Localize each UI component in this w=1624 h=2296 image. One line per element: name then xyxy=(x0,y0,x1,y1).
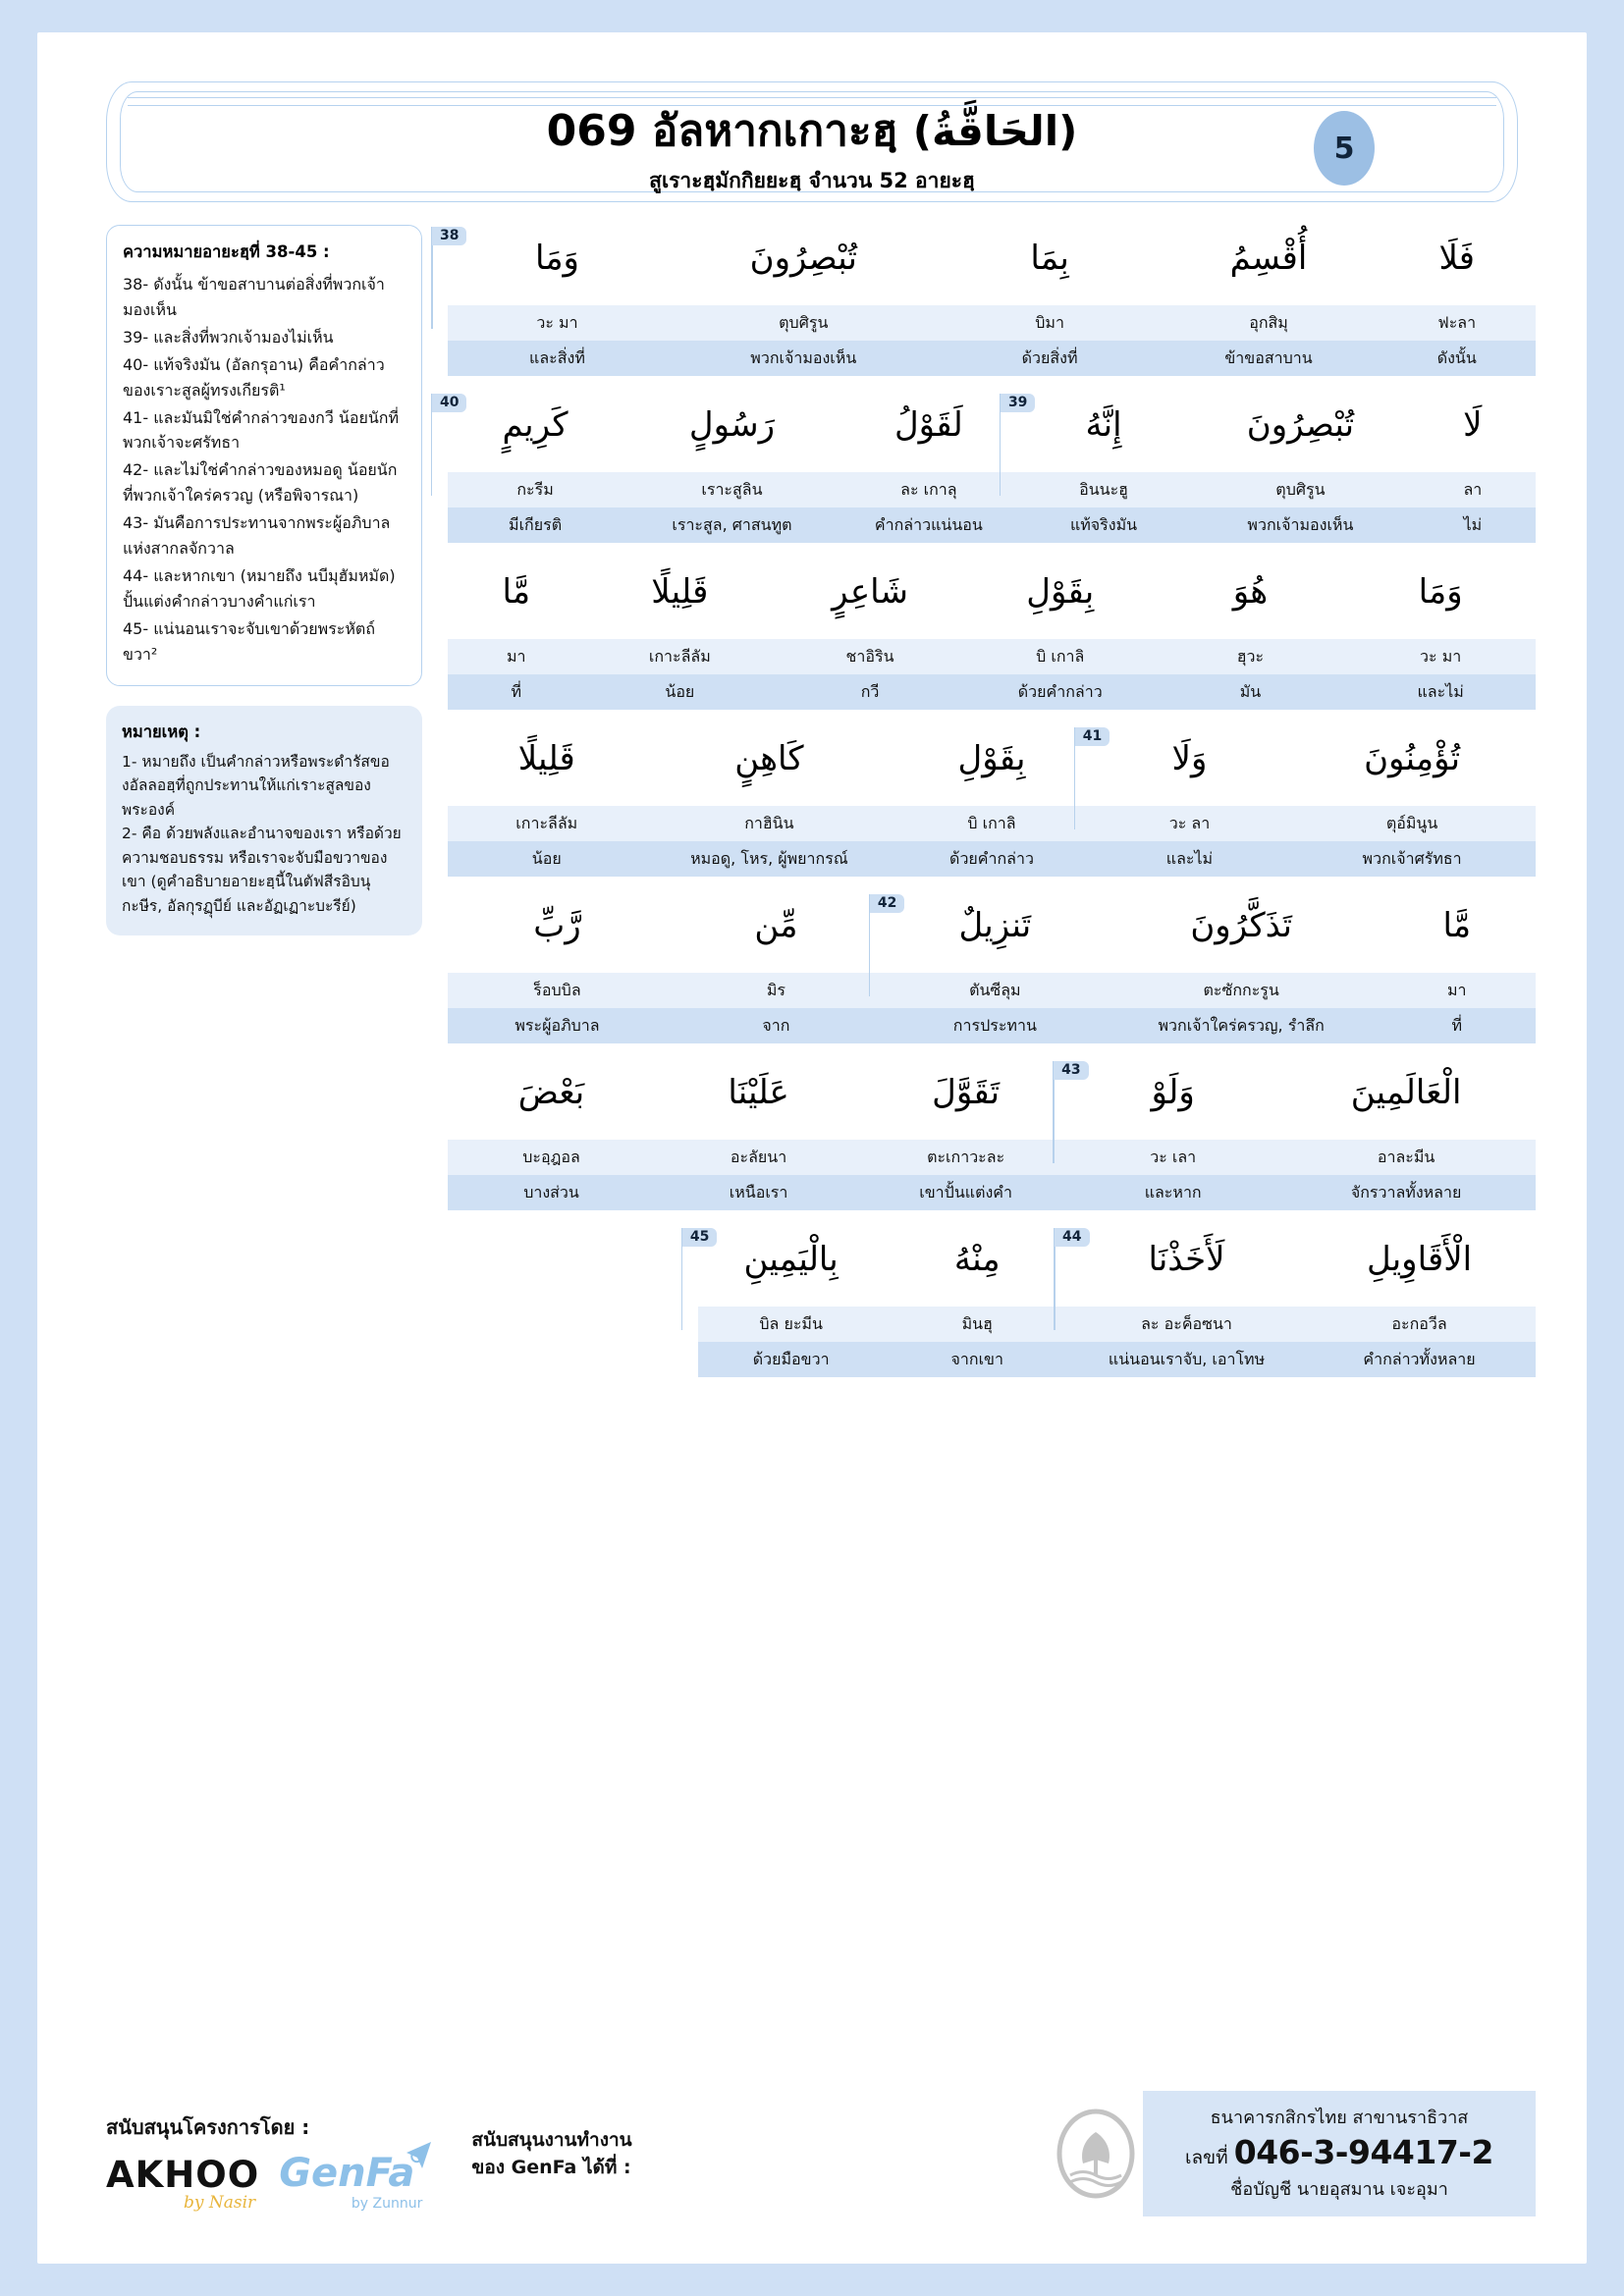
footer xyxy=(106,2091,1536,2216)
transliteration: บิมา xyxy=(1035,312,1064,332)
genfa-logo xyxy=(279,2151,428,2212)
transliteration: มินฮุ xyxy=(961,1313,993,1333)
arabic-word: شَاعِرٍ xyxy=(832,572,908,612)
word-meaning: มีเกียรติ xyxy=(509,514,563,534)
transliteration-line xyxy=(448,973,1536,1008)
word-meaning: เขาปั้นแต่งคำ xyxy=(919,1182,1012,1201)
word-cell xyxy=(440,225,667,285)
word-cell xyxy=(448,559,584,618)
word-meaning-line xyxy=(448,1008,1536,1043)
transliteration: ตุบศิรูน xyxy=(779,312,829,332)
word-meaning: พวกเจ้ามองเห็น xyxy=(750,347,857,367)
word-cell xyxy=(965,559,1156,618)
footer-bank-block xyxy=(1055,2091,1536,2216)
transliteration: กาฮินิน xyxy=(744,813,794,832)
word-meaning: น้อย xyxy=(531,848,562,868)
word-meaning: มัน xyxy=(1239,681,1262,701)
transliteration-line xyxy=(448,305,1536,341)
transliteration: ละ อะค็อซนา xyxy=(1141,1313,1232,1333)
arabic-word: الْعَالَمِينَ xyxy=(1350,1073,1462,1112)
word-cell xyxy=(1345,559,1536,618)
word-meaning: พระผู้อภิบาล xyxy=(514,1015,600,1035)
word-meaning: หมอดู, โหร, ผู้พยากรณ์ xyxy=(690,848,848,868)
arabic-line xyxy=(448,559,1536,639)
notes-box xyxy=(106,706,422,935)
word-cell xyxy=(1288,725,1536,785)
ayah-number: 42 xyxy=(870,894,904,913)
body-grid xyxy=(106,225,1536,1379)
word-cell xyxy=(941,225,1160,285)
arabic-line xyxy=(448,892,1536,973)
verse-row xyxy=(448,892,1536,1043)
word-meaning: น้อย xyxy=(665,681,695,701)
transliteration: ลา xyxy=(1463,479,1483,499)
row-spacer xyxy=(448,1045,1536,1059)
word-meaning: จาก xyxy=(762,1015,790,1035)
word-cell xyxy=(1160,225,1379,285)
word-cell xyxy=(448,1059,655,1119)
transliteration: ตุบศิรูน xyxy=(1275,479,1326,499)
arabic-word: كَاهِنٍ xyxy=(734,739,804,778)
meaning-item: 39- และสิ่งที่พวกเจ้ามองไม่เห็น xyxy=(123,327,334,347)
row-spacer xyxy=(448,378,1536,392)
word-cell xyxy=(877,892,1105,952)
word-meaning-line xyxy=(698,1342,1536,1377)
word-meaning: พวกเจ้าใคร่ครวญ, รำลึก xyxy=(1158,1015,1325,1035)
word-cell xyxy=(893,725,1090,785)
meaning-item: 38- ดังนั้น ข้าขอสาบานต่อสิ่งที่พวกเจ้ามองเห็น xyxy=(123,275,385,319)
ayah-number: 43 xyxy=(1054,1061,1088,1080)
transliteration: เราะสูลิน xyxy=(701,479,763,499)
word-cell xyxy=(1082,725,1288,785)
word-meaning: จักรวาลทั้งหลาย xyxy=(1350,1182,1462,1201)
page-number-badge: 5 xyxy=(1314,111,1375,186)
arabic-word: تَقَوَّلَ xyxy=(932,1073,1001,1112)
word-meaning: การประทาน xyxy=(952,1015,1037,1035)
transliteration: มา xyxy=(1446,980,1467,999)
meaning-item: 45- แน่นอนเราจะจับเขาด้วยพระหัตถ์ขวา² xyxy=(123,618,375,664)
arabic-word: وَلَا xyxy=(1171,739,1208,778)
arabic-word: رَسُولٍ xyxy=(688,405,776,445)
transliteration-line xyxy=(448,639,1536,674)
word-cell xyxy=(655,1059,862,1119)
meaning-item: 43- มันคือการประทานจากพระผู้อภิบาลแห่งสากลจักวาล xyxy=(123,513,391,559)
arabic-word: لَا xyxy=(1463,405,1483,445)
arabic-word: تُبْصِرُونَ xyxy=(749,239,857,278)
arabic-word: كَرِيمٍ xyxy=(502,405,568,445)
transliteration-line xyxy=(698,1307,1536,1342)
arabic-line xyxy=(440,225,1536,305)
transliteration: ฮุวะ xyxy=(1236,646,1265,666)
word-cell xyxy=(1410,392,1536,452)
transliteration: ฟะลา xyxy=(1437,312,1477,332)
footer-sponsors xyxy=(106,2111,428,2213)
verse-table xyxy=(439,225,1536,1379)
word-cell xyxy=(884,1226,1070,1286)
word-meaning: ด้วยมือขวา xyxy=(752,1349,830,1368)
meaning-box xyxy=(106,225,422,686)
arabic-word: إِنَّهُ xyxy=(1085,405,1122,445)
transliteration: ตะซักกะรูน xyxy=(1203,980,1279,999)
bank-logo-icon xyxy=(1055,2109,1137,2199)
verse-row xyxy=(448,559,1536,710)
footer-donate-line1: สนับสนุนงานทำงาน xyxy=(471,2128,632,2151)
transliteration: บิ เกาลิ xyxy=(1036,646,1085,666)
word-meaning: ด้วยสิ่งที่ xyxy=(1021,347,1078,367)
bank-account-label: เลขที่ xyxy=(1185,2147,1228,2168)
word-cell xyxy=(689,1226,885,1286)
arabic-word: مَّا xyxy=(502,572,531,612)
footer-donate-label xyxy=(471,2126,631,2182)
transliteration: บะอฺฎอล xyxy=(522,1147,580,1166)
arabic-word: عَلَيْنَا xyxy=(728,1073,789,1112)
word-cell xyxy=(1156,559,1346,618)
arabic-word: رَّبِّ xyxy=(533,906,581,945)
word-meaning: และไม่ xyxy=(1417,681,1464,701)
akhoo-wordmark: AKHOO xyxy=(106,2154,260,2196)
arabic-word: وَلَوْ xyxy=(1151,1073,1195,1112)
word-meaning: กวี xyxy=(860,681,880,701)
word-meaning: ด้วยคำกล่าว xyxy=(1017,681,1103,701)
word-cell xyxy=(1276,1059,1536,1119)
ayah-number: 44 xyxy=(1055,1228,1089,1247)
row-spacer xyxy=(448,1212,1536,1226)
word-meaning-line xyxy=(448,507,1536,543)
verse-row xyxy=(440,225,1536,376)
word-meaning: บางส่วน xyxy=(523,1182,579,1201)
transliteration: วะ เลา xyxy=(1150,1147,1197,1166)
header-rule-top xyxy=(128,97,1496,98)
transliteration-line xyxy=(448,472,1536,507)
meaning-item: 44- และหากเขา (หมายถึง นบีมุฮัมหมัด) ปั้นแต่งคำกล่าวบางคำแก่เรา xyxy=(123,565,396,611)
page-sheet xyxy=(37,32,1587,2264)
arabic-word: لَأَخَذْنَا xyxy=(1148,1240,1225,1279)
footer-donate-line2: ของ GenFa ได้ที่ : xyxy=(471,2157,631,2178)
word-meaning-line xyxy=(448,341,1536,376)
header-banner xyxy=(106,80,1518,202)
transliteration-line xyxy=(448,1140,1536,1175)
transliteration: ชาอิริน xyxy=(845,646,894,666)
word-meaning: คำกล่าวทั้งหลาย xyxy=(1363,1349,1476,1368)
arabic-word: قَلِيلًا xyxy=(651,572,709,612)
word-cell xyxy=(623,392,841,452)
arabic-word: هُوَ xyxy=(1232,572,1269,612)
arabic-word: لَقَوْلُ xyxy=(893,405,963,445)
transliteration: ละ เกาลุ xyxy=(900,479,957,499)
arabic-word: مِنْهُ xyxy=(953,1240,1001,1279)
arabic-line xyxy=(448,1059,1536,1140)
meaning-box-title: ความหมายอายะฮฺที่ 38-45 : xyxy=(123,242,330,261)
genfa-byline: by Zunnur xyxy=(351,2196,423,2212)
arabic-word: أُقْسِمُ xyxy=(1229,239,1308,278)
word-meaning: ดังนั้น xyxy=(1436,347,1477,367)
bank-details xyxy=(1143,2091,1536,2216)
word-meaning: เหนือเรา xyxy=(729,1182,788,1201)
row-spacer xyxy=(448,712,1536,725)
meaning-item: 41- และมันมิใช่คำกล่าวของกวี น้อยนักที่พวกเจ้าจะศรัทธา xyxy=(123,407,399,453)
transliteration: มิร xyxy=(766,980,785,999)
meaning-item: 40- แท้จริงมัน (อัลกรุอาน) คือคำกล่าวของเราะสูลผู้ทรงเกียรติ¹ xyxy=(123,354,385,400)
header-content xyxy=(106,107,1518,197)
transliteration: วะ มา xyxy=(536,312,578,332)
word-meaning: และไม่ xyxy=(1165,848,1214,868)
word-meaning: ที่ xyxy=(511,681,522,701)
transliteration: อุกสิมุ xyxy=(1249,312,1288,332)
ayah-number: 38 xyxy=(432,227,466,245)
genfa-wordmark: GenFa xyxy=(279,2151,415,2196)
row-spacer xyxy=(448,545,1536,559)
verse-row xyxy=(448,725,1536,877)
transliteration: บิ เกาลิ xyxy=(967,813,1016,832)
word-meaning: ด้วยคำกล่าว xyxy=(949,848,1034,868)
ayah-number: 45 xyxy=(682,1228,717,1247)
word-meaning: พวกเจ้ามองเห็น xyxy=(1247,514,1354,534)
transliteration: ร็อบบิล xyxy=(533,980,581,999)
arabic-word: بِمَا xyxy=(1030,239,1069,278)
word-meaning: แน่นอนเราจับ, เอาโทษ xyxy=(1108,1349,1266,1368)
word-meaning-line xyxy=(448,674,1536,710)
transliteration: เกาะลีลัม xyxy=(515,813,578,832)
word-cell xyxy=(862,1059,1069,1119)
word-meaning: แท้จริงมัน xyxy=(1069,514,1138,534)
arabic-word: مِّن xyxy=(754,906,798,945)
notes-item: 1- หมายถึง เป็นคำกล่าวหรือพระดำรัสของอัลลอฮฺที่ถูกประทานให้แก่เราะสูลของพระองค์ xyxy=(122,752,390,819)
notes-item: 2- คือ ด้วยพลังและอำนาจของเรา หรือด้วยความชอบธรรม หรือเราจะจับมือขวาของเขา (ดูคำอธิบายอายะฮฺนี้ในตัฟสีรอิบนุกะษีร, อัลกุรฏุบีย์ และอัฏเฏาะบะรีย์) xyxy=(122,825,402,915)
word-cell xyxy=(1105,892,1379,952)
bank-account-owner: ชื่อบัญชี นายอุสมาน เจะอุมา xyxy=(1230,2179,1448,2200)
word-cell xyxy=(448,725,645,785)
word-meaning-line xyxy=(448,1175,1536,1210)
arabic-line xyxy=(439,392,1536,472)
word-cell xyxy=(448,892,667,952)
arabic-word: الْأَقَاوِيلِ xyxy=(1366,1240,1473,1279)
transliteration: เกาะลีลัม xyxy=(648,646,711,666)
arabic-line xyxy=(689,1226,1536,1307)
transliteration: มา xyxy=(506,646,526,666)
word-meaning: ไม่ xyxy=(1463,514,1483,534)
bank-name: ธนาคารกสิกรไทย สาขานราธิวาส xyxy=(1210,2108,1469,2128)
akhoo-logo xyxy=(106,2154,260,2213)
sidebar xyxy=(106,225,422,1379)
word-cell xyxy=(1061,1059,1276,1119)
word-cell xyxy=(841,392,1016,452)
transliteration: บิล ยะมีน xyxy=(759,1313,823,1333)
arabic-word: تَذَكَّرُونَ xyxy=(1190,906,1292,945)
surah-title-arabic: (الحَاقَّةُ) xyxy=(912,107,1078,155)
transliteration: ตุอ์มินูน xyxy=(1385,813,1438,832)
word-meaning: ที่ xyxy=(1451,1015,1463,1035)
transliteration: ตะเกาวะละ xyxy=(927,1147,1005,1166)
row-spacer xyxy=(448,879,1536,892)
transliteration: อาละมีน xyxy=(1377,1147,1435,1166)
word-cell xyxy=(645,725,893,785)
surah-title-thai: 069 อัลหากเกาะฮฺ xyxy=(546,106,898,156)
transliteration: อินนะฮู xyxy=(1079,479,1128,499)
notes-box-title: หมายเหตุ : xyxy=(122,721,201,741)
word-meaning: พวกเจ้าศรัทธา xyxy=(1362,848,1462,868)
arabic-word: بِقَوْلِ xyxy=(1026,572,1095,612)
arabic-word: بِقَوْلِ xyxy=(957,739,1026,778)
arabic-word: بَعْضَ xyxy=(517,1073,585,1112)
genfa-arrow-icon xyxy=(401,2141,432,2172)
arabic-word: مَّا xyxy=(1442,906,1472,945)
bank-account-number: 046-3-94417-2 xyxy=(1233,2133,1493,2171)
arabic-word: بِالْيَمِينِ xyxy=(743,1240,839,1279)
surah-subtitle: สูเราะฮฺมักกิยยะฮฺ จำนวน 52 อายะฮฺ xyxy=(649,168,975,192)
transliteration: อะกอวีล xyxy=(1391,1313,1447,1333)
transliteration: กะรีม xyxy=(516,479,554,499)
arabic-line xyxy=(448,725,1536,806)
arabic-word: تَنزِيلٌ xyxy=(958,906,1032,945)
arabic-word: تُؤْمِنُونَ xyxy=(1364,739,1461,778)
word-meaning: ข้าขอสาบาน xyxy=(1224,347,1313,367)
arabic-word: وَمَا xyxy=(534,239,579,278)
word-cell xyxy=(1191,392,1410,452)
transliteration: วะ มา xyxy=(1420,646,1462,666)
arabic-word: وَمَا xyxy=(1418,572,1463,612)
bank-account-row xyxy=(1164,2133,1514,2172)
transliteration: วะ ลา xyxy=(1168,813,1211,832)
word-cell xyxy=(1378,892,1536,952)
verse-row xyxy=(689,1226,1536,1377)
footer-support-label: สนับสนุนโครงการโดย : xyxy=(106,2115,310,2139)
word-meaning: เราะสูล, ศาสนทูต xyxy=(672,514,792,534)
transliteration: อะลัยนา xyxy=(730,1147,787,1166)
word-cell xyxy=(1007,392,1191,452)
verse-row xyxy=(439,392,1536,543)
word-cell xyxy=(775,559,965,618)
akhoo-byline: by Nasir xyxy=(183,2193,256,2213)
ayah-number: 39 xyxy=(1001,394,1035,412)
meaning-item: 42- และไม่ใช่คำกล่าวของหมอดู น้อยนักที่พวกเจ้าใคร่ครวญ (หรือพิจารณา) xyxy=(123,460,398,506)
ayah-number: 40 xyxy=(432,394,466,412)
arabic-word: تُبْصِرُونَ xyxy=(1246,405,1355,445)
word-cell xyxy=(439,392,623,452)
page-title xyxy=(106,107,1518,157)
footer-logo-group xyxy=(106,2151,428,2213)
word-meaning: จากเขา xyxy=(950,1349,1003,1368)
word-cell xyxy=(667,892,886,952)
word-cell xyxy=(1378,225,1536,285)
word-meaning: และหาก xyxy=(1144,1182,1202,1201)
word-cell xyxy=(667,225,941,285)
ayah-number: 41 xyxy=(1075,727,1110,746)
word-meaning-line xyxy=(448,841,1536,877)
word-cell xyxy=(1062,1226,1303,1286)
word-cell xyxy=(584,559,775,618)
word-meaning: และสิ่งที่ xyxy=(529,347,585,367)
word-meaning: คำกล่าวแน่นอน xyxy=(874,514,983,534)
arabic-word: قَلِيلًا xyxy=(517,739,575,778)
transliteration-line xyxy=(448,806,1536,841)
word-cell xyxy=(1303,1226,1536,1286)
arabic-word: فَلَا xyxy=(1438,239,1476,278)
verse-row xyxy=(448,1059,1536,1210)
transliteration: ตันซีลุม xyxy=(969,980,1021,999)
